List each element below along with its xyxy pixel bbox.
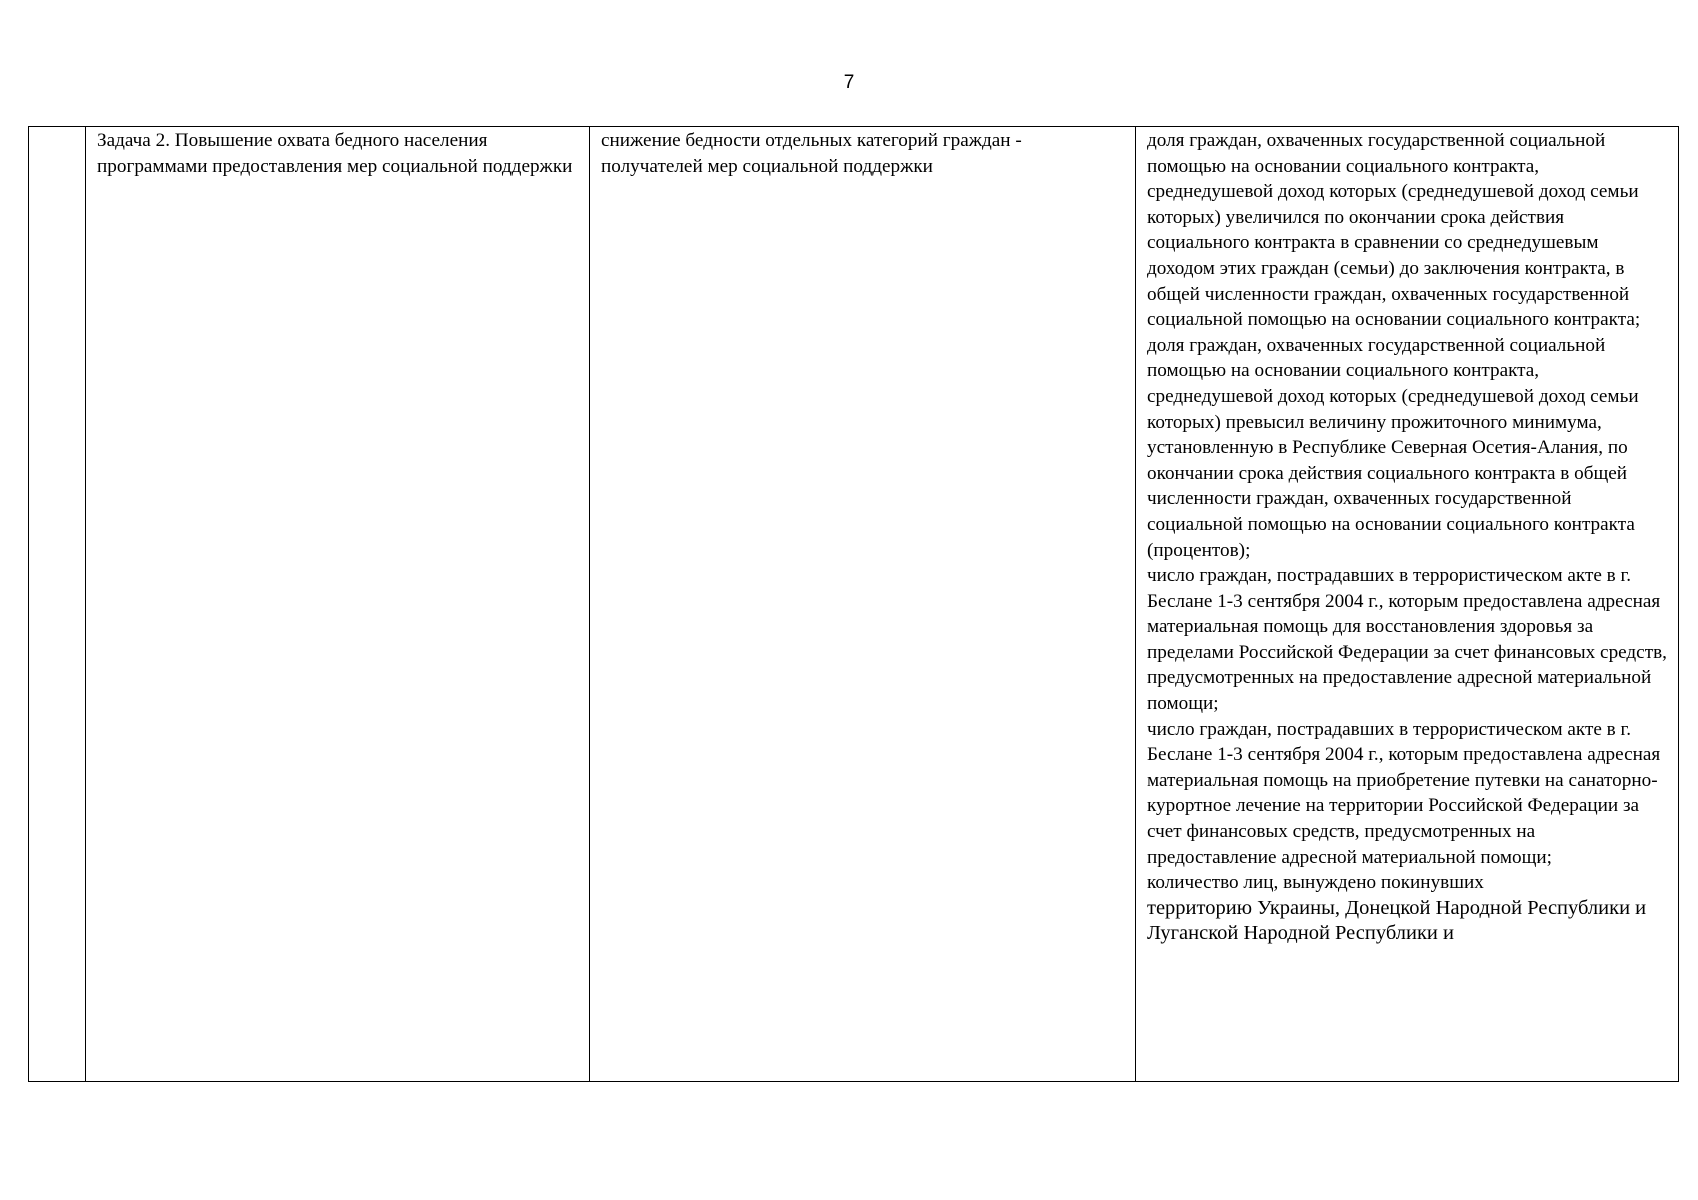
- indicator-item: число граждан, пострадавших в террористическом акте в г. Беслане 1-3 сентября 2004 г., которым предоставлена адресная материальная помощь на приобретение путевки на санаторно-курортное лечение на территории Российской Федерации за счет финансовых средств, предусмотренных на предоставление адресной материальной помощи;: [1147, 718, 1661, 868]
- program-table: [28, 126, 1679, 1082]
- indicators-cell: [1136, 127, 1679, 1082]
- task-cell: [86, 127, 590, 1082]
- indicator-item: количество лиц, вынуждено покинувших: [1147, 872, 1484, 894]
- indicator-item: доля граждан, охваченных государственной социальной помощью на основании социального контракта, среднедушевой доход которых (среднедушевой доход семьи которых) увеличился по окончании срока действия социального контракта в сравнении со среднедушевым доходом этих граждан (семьи) до заключения контракта, в общей численности граждан, охваченных государственной социальной помощью на основании социального контракта;: [1147, 130, 1641, 331]
- table-row: [29, 127, 1679, 1082]
- row-index-cell: [29, 127, 86, 1082]
- indicator-item: территорию Украины, Донецкой Народной Республики и Луганской Народной Республики и: [1147, 896, 1647, 945]
- outcome-cell: [590, 127, 1136, 1082]
- task-text: Задача 2. Повышение охвата бедного населения программами предоставления мер социальной поддержки: [97, 130, 573, 177]
- row-index: [29, 127, 85, 128]
- indicators-list: [1136, 127, 1678, 947]
- indicator-item: число граждан, пострадавших в террористическом акте в г. Беслане 1-3 сентября 2004 г., которым предоставлена адресная материальная помощь для восстановления здоровья за пределами Российской Федерации за счет финансовых средств, предусмотренных на предоставление адресной материальной помощи;: [1147, 565, 1667, 715]
- indicator-item: доля граждан, охваченных государственной социальной помощью на основании социального контракта, среднедушевой доход которых (среднедушевой доход семьи которых) превысил величину прожиточного минимума, установленную в Республике Северная Осетия-Алания, по окончании срока действия социального контракта в общей численности граждан, охваченных государственной социальной помощью на основании социального контракта (процентов);: [1147, 334, 1639, 561]
- outcome-text: снижение бедности отдельных категорий граждан - получателей мер социальной поддержки: [601, 130, 1022, 177]
- page-number: 7: [843, 72, 855, 93]
